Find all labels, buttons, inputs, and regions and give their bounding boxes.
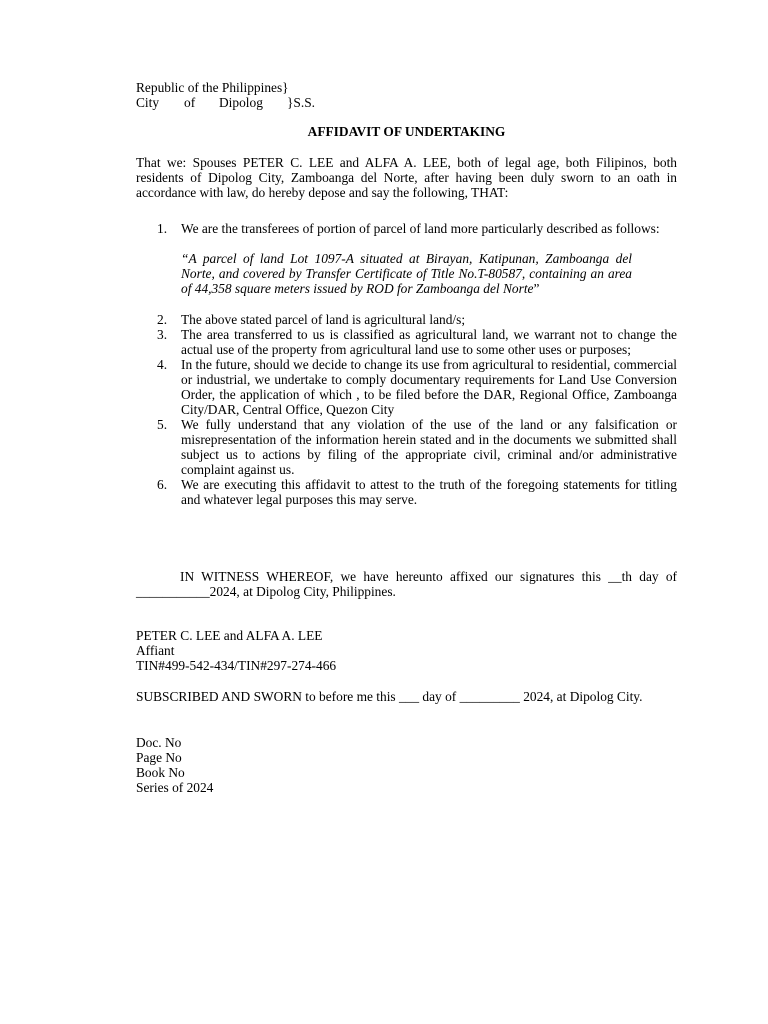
witness-text: IN WITNESS WHEREOF, we have hereunto affixed our signatures this __th day of ___________2024, at Dipolog City, Philippines. xyxy=(136,569,677,599)
book-no: Book No xyxy=(136,765,185,780)
venue-republic: Republic of the Philippines} xyxy=(136,80,289,95)
item-text: In the future, should we decide to change its use from agricultural to residential, commercial or industrial, we undertake to comply documentary requirements for Land Use Conversion Order, the application of which , to be filed before the DAR, Regional Office, Zamboanga City/DAR, Central Office, Quezon City xyxy=(181,357,677,417)
item-text: We fully understand that any violation of the use of the land or any falsification or misrepresentation of the information herein stated and in the documents we submitted shall subject us to actions by filing of the appropriate civil, criminal and/or administrative complaint against us. xyxy=(181,417,677,477)
item-number: 5. xyxy=(157,417,168,432)
quote-close: ” xyxy=(533,281,540,296)
intro-paragraph: That we: Spouses PETER C. LEE and ALFA A. LEE, both of legal age, both Filipinos, both residents of Dipolog City, Zamboanga del Norte, after having been duly sworn to an oath in accordance with law, do hereby depose and say the following, THAT: xyxy=(136,155,677,200)
series: Series of 2024 xyxy=(136,780,214,795)
land-description-quote xyxy=(181,251,677,296)
item-text: We are the transferees of portion of parcel of land more particularly described as follows: xyxy=(181,221,660,236)
venue-ss: }S.S. xyxy=(287,95,316,110)
list-item xyxy=(136,477,677,507)
list-item xyxy=(136,327,677,357)
venue-of-word: of xyxy=(184,95,196,110)
document-title: AFFIDAVIT OF UNDERTAKING xyxy=(307,124,506,139)
list-item xyxy=(136,312,677,327)
undertaking-list xyxy=(136,221,677,507)
doc-no: Doc. No xyxy=(136,735,182,750)
list-item xyxy=(136,357,677,417)
jurat-paragraph: SUBSCRIBED AND SWORN to before me this ___ day of _________ 2024, at Dipolog City. xyxy=(136,689,643,704)
item-number: 2. xyxy=(157,312,168,327)
affiant-names: PETER C. LEE and ALFA A. LEE xyxy=(136,628,323,643)
list-item xyxy=(136,417,677,477)
venue-dipolog-word: Dipolog xyxy=(219,95,263,110)
item-number: 6. xyxy=(157,477,168,492)
affiant-tin: TIN#499-542-434/TIN#297-274-466 xyxy=(136,658,337,673)
witness-paragraph xyxy=(136,569,677,599)
item-text: The above stated parcel of land is agricultural land/s; xyxy=(181,312,466,327)
item-number: 4. xyxy=(157,357,168,372)
venue-city-word: City xyxy=(136,95,160,110)
venue-city-line xyxy=(136,95,677,110)
item-text: The area transferred to us is classified as agricultural land, we warrant not to change the actual use of the property from agricultural land use to some other uses or purposes; xyxy=(181,327,677,357)
affiant-role: Affiant xyxy=(136,643,175,658)
list-item xyxy=(136,221,677,296)
quote-text: “A parcel of land Lot 1097-A situated at Birayan, Katipunan, Zamboanga del Norte, and covered by Transfer Certificate of Title No.T-80587, containing an area of 44,358 square meters issued by ROD for Zamboanga del Norte xyxy=(181,251,632,296)
venue-header xyxy=(136,80,677,110)
item-number: 3. xyxy=(157,327,168,342)
item-number: 1. xyxy=(157,221,168,236)
item-text: We are executing this affidavit to attest to the truth of the foregoing statements for titling and whatever legal purposes this may serve. xyxy=(181,477,677,507)
affiant-block xyxy=(136,628,677,673)
page-no: Page No xyxy=(136,750,182,765)
notarial-doc-info xyxy=(136,735,677,795)
